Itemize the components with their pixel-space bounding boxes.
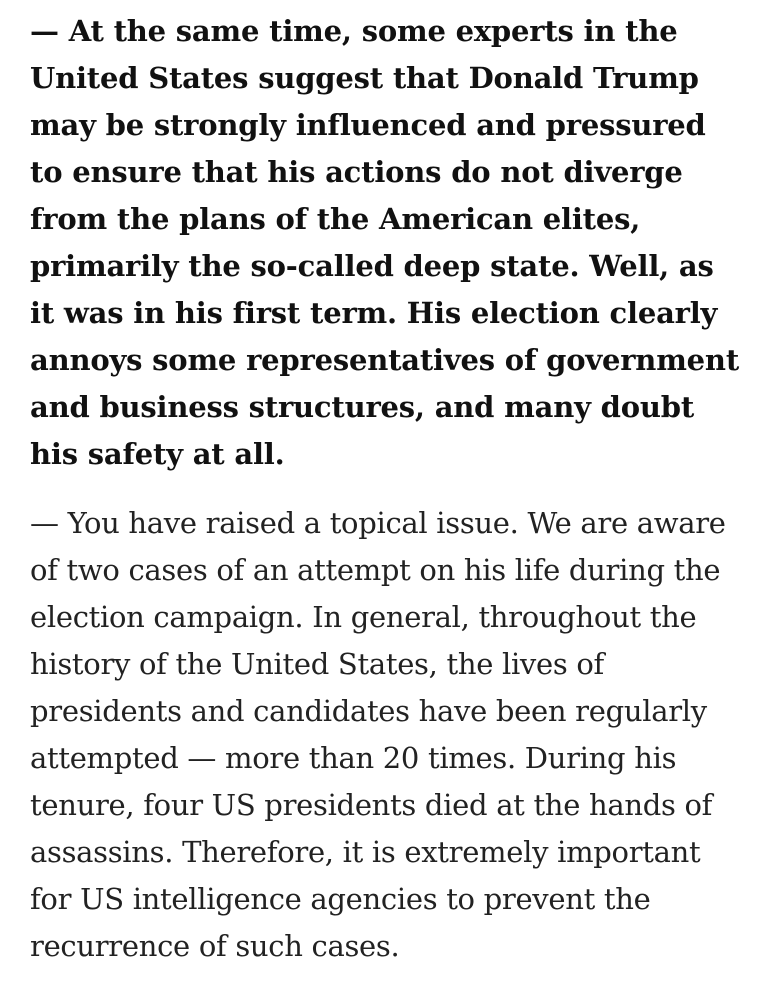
- article-body: [30, 8, 740, 970]
- interview-answer: — You have raised a topical issue. We are aware of two cases of an attempt on his life during the election campaign. In general, throughout the history of the United States, the lives of presidents and candidates have been regularly attempted — more than 20 times. During his tenure, four US presidents died at the hands of assassins. Therefore, it is extremely important for US intelligence agencies to prevent the recurrence of such cases.: [30, 506, 726, 963]
- interview-question: — At the same time, some experts in the United States suggest that Donald Trump may be strongly influenced and pressured to ensure that his actions do not diverge from the plans of the American elites, primarily the so-called deep state. Well, as it was in his first term. His election clearly annoys some representatives of government and business structures, and many doubt his safety at all.: [30, 14, 740, 471]
